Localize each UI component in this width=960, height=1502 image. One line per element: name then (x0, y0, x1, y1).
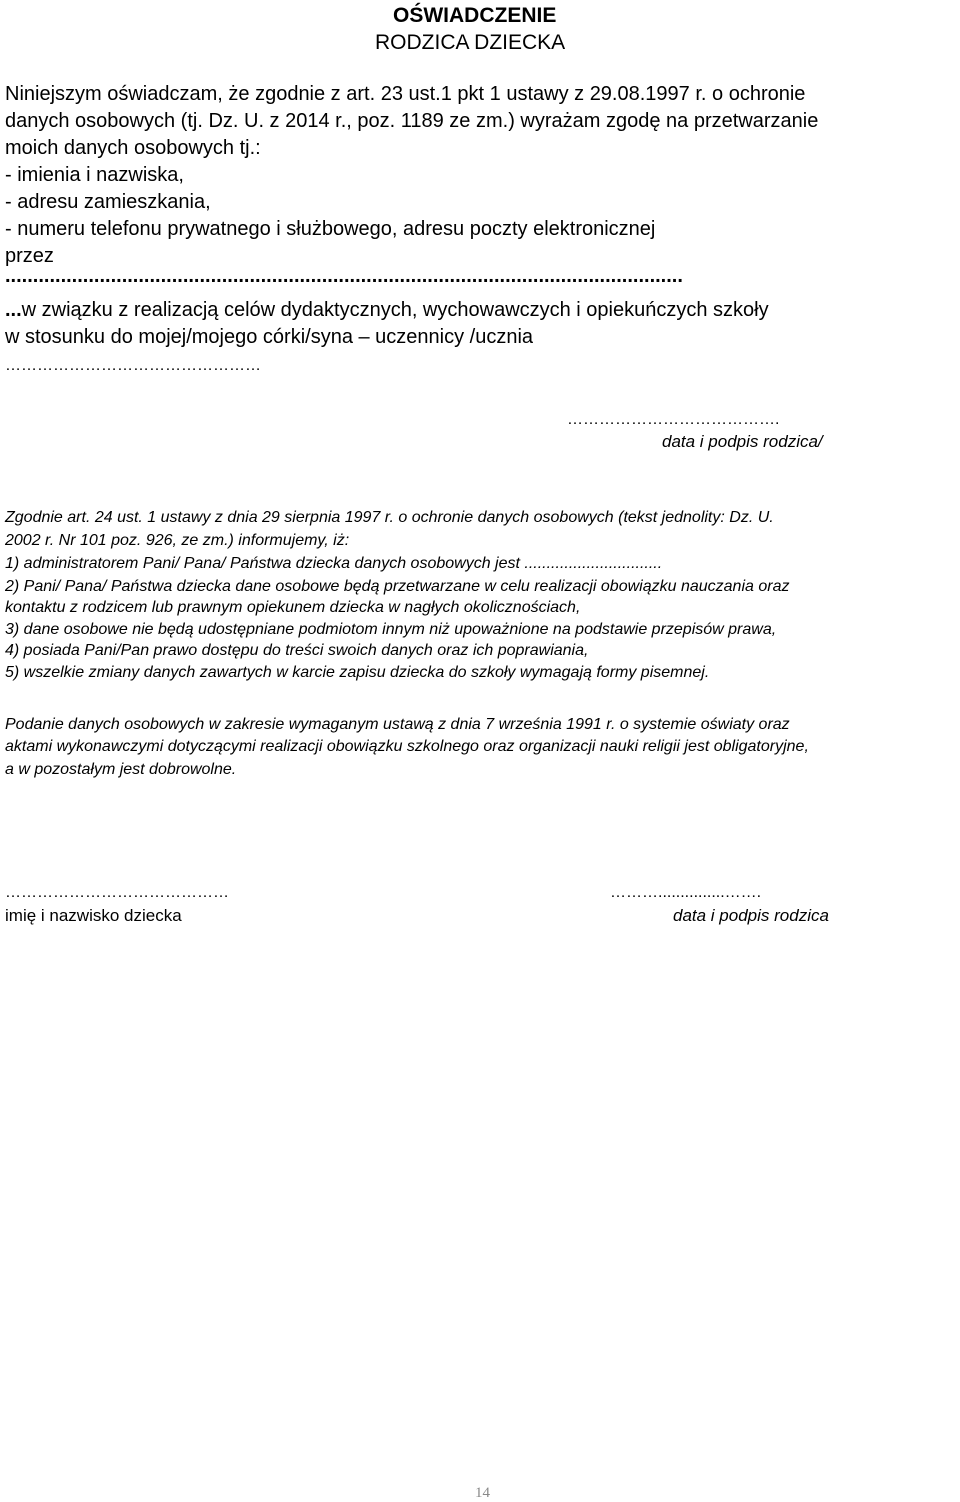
final-note-line: aktami wykonawczymi dotyczącymi realizacji obowiązku szkolnego oraz organizacji nauki religii jest obligatoryjne, (5, 738, 809, 755)
child-name-label: imię i nazwisko dziecka (5, 906, 182, 925)
document-subtitle: RODZICA DZIECKA (375, 31, 566, 54)
consent-line: moich danych osobowych tj.: (5, 137, 261, 159)
parent-signature-dots: …………………………………. (567, 411, 780, 428)
final-note-line: a w pozostałym jest dobrowolne. (5, 761, 237, 778)
info-line: 4) posiada Pani/Pan prawo dostępu do treści swoich danych oraz ich poprawiania, (5, 642, 589, 659)
final-parent-signature-label: data i podpis rodzica (673, 906, 829, 925)
final-note-line: Podanie danych osobowych w zakresie wymaganym ustawą z dnia 7 września 1991 r. o systemie oświaty oraz (5, 716, 790, 733)
purpose-line (5, 299, 769, 322)
consent-list-item: - numeru telefonu prywatnego i służbowego, adresu poczty elektronicznej (5, 218, 656, 240)
purpose-dots: ... (5, 299, 22, 321)
info-line: 1) administratorem Pani/ Pana/ Państwa dziecka danych osobowych jest ............................... (5, 555, 663, 572)
info-line: 5) wszelkie zmiany danych zawartych w karcie zapisu dziecka do szkoły wymagają formy pisemnej. (5, 664, 710, 681)
info-line: 2002 r. Nr 101 poz. 926, ze zm.) informujemy, iż: (5, 532, 350, 549)
final-parent-signature-dots: ………...............……. (610, 884, 762, 901)
purpose-line-2: w stosunku do mojej/mojego córki/syna – uczennicy /ucznia (5, 326, 534, 348)
consent-line: danych osobowych (tj. Dz. U. z 2014 r., poz. 1189 ze zm.) wyrażam zgodę na przetwarzanie (5, 110, 819, 132)
info-line: 2) Pani/ Pana/ Państwa dziecka dane osobowe będą przetwarzane w celu realizacji obowiązku nauczania oraz (5, 578, 790, 595)
info-line: kontaktu z rodzicem lub prawnym opiekunem dziecka w nagłych okolicznościach, (5, 599, 581, 616)
student-name-dots: ………………………………………… (5, 357, 261, 374)
info-line: Zgodnie art. 24 ust. 1 ustawy z dnia 29 sierpnia 1997 r. o ochronie danych osobowych (tekst jednolity: Dz. U. (5, 509, 774, 526)
consent-line: przez (5, 245, 54, 267)
consent-line: Niniejszym oświadczam, że zgodnie z art. 23 ust.1 pkt 1 ustawy z 29.08.1997 r. o ochronie (5, 83, 806, 105)
consent-list-item: - adresu zamieszkania, (5, 191, 211, 213)
info-line: 3) dane osobowe nie będą udostępniane podmiotom innym niż upoważnione na podstawie przepisów prawa, (5, 621, 777, 638)
consent-list-item: - imienia i nazwiska, (5, 164, 184, 186)
purpose-text: w związku z realizacją celów dydaktycznych, wychowawczych i opiekuńczych szkoły (21, 299, 769, 321)
child-name-dots: …………………………………… (5, 884, 229, 901)
institution-dots-line: .......................................................................................................................... (5, 265, 683, 287)
parent-signature-label: data i podpis rodzica/ (662, 432, 823, 451)
document-title: OŚWIADCZENIE (393, 4, 557, 27)
page-number: 14 (475, 1485, 490, 1501)
